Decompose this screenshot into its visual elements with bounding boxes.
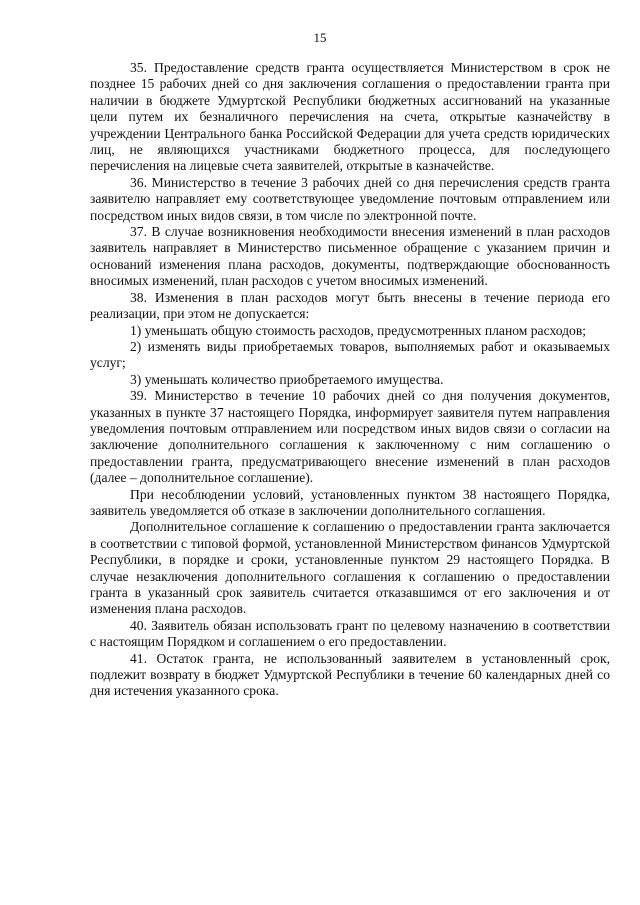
paragraph-41: 41. Остаток гранта, не использованный заявителем в установленный срок, подлежит возврату в бюджет Удмуртской Республики в течение 60 календарных дней со дня истечения указанного срока. [90, 650, 610, 699]
list-item-3: 3) уменьшать количество приобретаемого имущества. [130, 371, 444, 387]
document-body [90, 60, 610, 700]
paragraph-35: 35. Предоставление средств гранта осуществляется Министерством в срок не позднее 15 рабочих дней со дня заключения соглашения о предоставлении гранта при наличии в бюджете Удмуртской Республики бюджетных ассигнований на указанные цели путем их безналичного перечисления на счета, открытые казначейству в учреждении Центрального банка Российской Федерации для учета средств юридических лиц, не являющихся участниками бюджетного процесса, для последующего перечисления на лицевые счета заявителей, открытые в казначействе. [90, 60, 610, 174]
paragraph-40: 40. Заявитель обязан использовать грант по целевому назначению в соответствии с настоящим Порядком и соглашением о его предоставлении. [90, 617, 610, 650]
page-number: 15 [313, 30, 327, 45]
paragraph-36: 36. Министерство в течение 3 рабочих дней со дня перечисления средств гранта заявителю направляет ему соответствующее уведомление почтовым отправлением или посредством иных видов связи, в том числе по электронной почте. [90, 174, 610, 223]
paragraph-39: 39. Министерство в течение 10 рабочих дней со дня получения документов, указанных в пункте 37 настоящего Порядка, информирует заявителя путем направления уведомления почтовым отправлением или посредством иных видов связи о согласии на заключение дополнительного соглашения к заключенному с ним соглашению о предоставлении гранта, предусматривающего внесение изменений в план расходов (далее – дополнительное соглашение). [90, 388, 610, 486]
paragraph-39-refusal: При несоблюдении условий, установленных пунктом 38 настоящего Порядка, заявитель уведомляется об отказе в заключении дополнительного соглашения. [90, 486, 610, 518]
paragraph-38: 38. Изменения в план расходов могут быть внесены в течение периода его реализации, при этом не допускается: [90, 289, 610, 322]
paragraph-39-additional-agreement: Дополнительное соглашение к соглашению о предоставлении гранта заключается в соответствии с типовой формой, установленной Министерством финансов Удмуртской Республики, в порядке и сроки, установленные пунктом 29 настоящего Порядка. В случае незаключения дополнительного соглашения к соглашению о предоставлении гранта в указанный срок заявитель считается отказавшимся от его заключения и от изменения плана расходов. [90, 519, 610, 617]
list-item-1: 1) уменьшать общую стоимость расходов, предусмотренных планом расходов; [130, 322, 587, 338]
paragraph-37: 37. В случае возникновения необходимости внесения изменений в план расходов заявитель направляет в Министерство письменное обращение с указанием причин и оснований изменения плана расходов, документы, подтверждающие обоснованность вносимых изменений, план расходов с учетом вносимых изменений. [90, 224, 610, 289]
list-item-2: 2) изменять виды приобретаемых товаров, выполняемых работ и оказываемых услуг; [90, 338, 610, 371]
